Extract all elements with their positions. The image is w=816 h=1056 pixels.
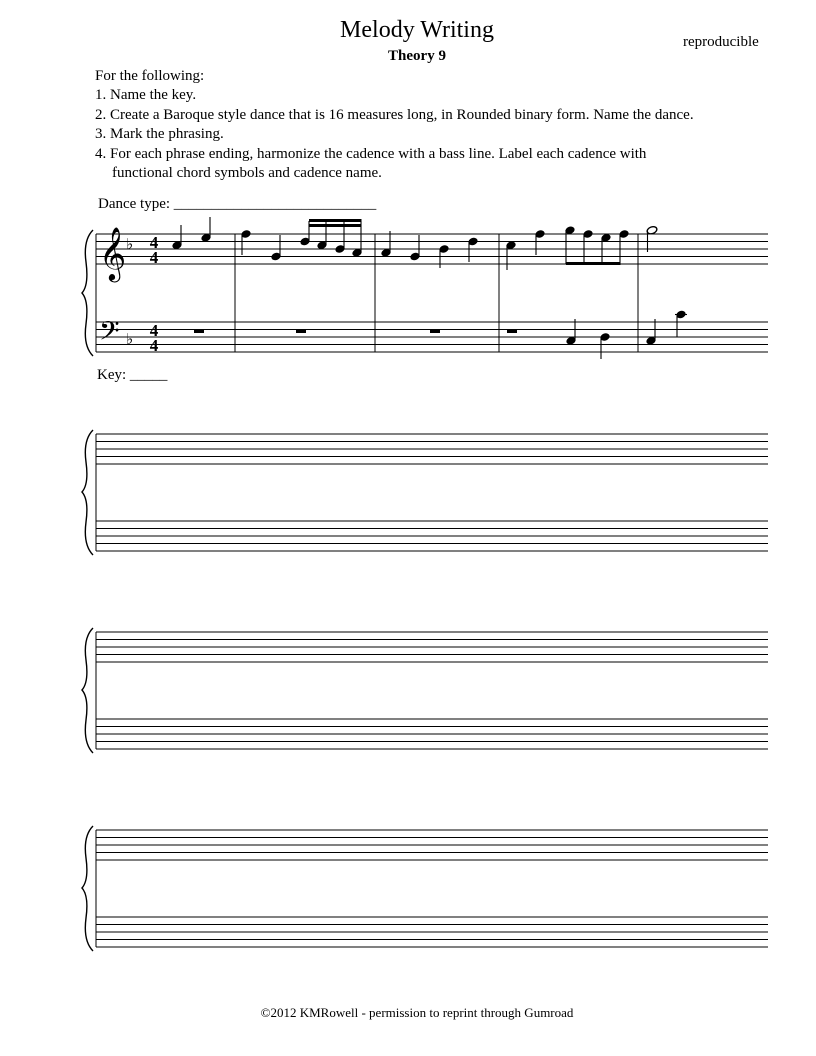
note: [300, 221, 310, 246]
time-signature-bottom: 4: [149, 248, 159, 267]
blank-system-4: [96, 830, 768, 947]
treble-key-flat-icon: ♭: [126, 235, 134, 253]
beam: [309, 219, 362, 222]
note: [506, 241, 516, 270]
note: [381, 231, 391, 257]
page-subtitle: Theory 9: [388, 48, 446, 64]
brace-marks: [82, 230, 93, 951]
instruction-item: 1. Name the key.: [95, 87, 197, 103]
half-rest: [194, 330, 204, 334]
time-signature-top: 4: [149, 233, 159, 252]
dance-type-field[interactable]: Dance type: ___________________________: [98, 196, 377, 212]
note: [583, 230, 593, 264]
instruction-item: 2. Create a Baroque style dance that is 16 measures long, in Rounded binary form. Name the dance.: [95, 107, 694, 123]
note: [241, 230, 251, 255]
bass-key-flat-icon: ♭: [126, 330, 134, 348]
bass-rests: [194, 330, 517, 334]
bass-clef-icon: 𝄢: [99, 315, 120, 353]
time-signature-bottom: 4: [149, 336, 159, 355]
note: [619, 230, 629, 264]
note: [600, 333, 610, 359]
copyright-footer: ©2012 KMRowell - permission to reprint through Gumroad: [260, 1005, 574, 1020]
instructions-intro: For the following:: [95, 68, 205, 84]
note: [565, 226, 575, 264]
barlines: [235, 234, 638, 352]
beam: [309, 224, 362, 227]
blank-system-2: [96, 434, 768, 551]
note: [201, 217, 211, 242]
instruction-item: 3. Mark the phrasing.: [95, 126, 224, 142]
reproducible-tag: reproducible: [683, 34, 759, 50]
note: [566, 319, 576, 345]
treble-notes: [172, 217, 658, 270]
note: [468, 237, 478, 262]
instruction-item: 4. For each phrase ending, harmonize the cadence with a bass line. Label each cadence with: [95, 146, 647, 162]
note: [172, 225, 182, 250]
bass-staff-1: [96, 322, 768, 352]
half-rest: [430, 330, 440, 334]
note: [271, 235, 281, 261]
blank-system-3: [96, 632, 768, 749]
treble-staff-1: [96, 234, 768, 264]
treble-clef-icon: 𝄞: [99, 226, 127, 280]
page-title: Melody Writing: [340, 17, 494, 43]
half-rest: [296, 330, 306, 334]
time-signature-top: 4: [149, 321, 159, 340]
beam: [566, 262, 621, 265]
instruction-item-continuation: functional chord symbols and cadence name.: [112, 165, 382, 181]
note: [646, 319, 656, 345]
note: [535, 230, 545, 255]
half-rest: [507, 330, 517, 334]
note: [646, 225, 658, 252]
key-field[interactable]: Key: _____: [97, 367, 168, 383]
note: [410, 235, 420, 261]
